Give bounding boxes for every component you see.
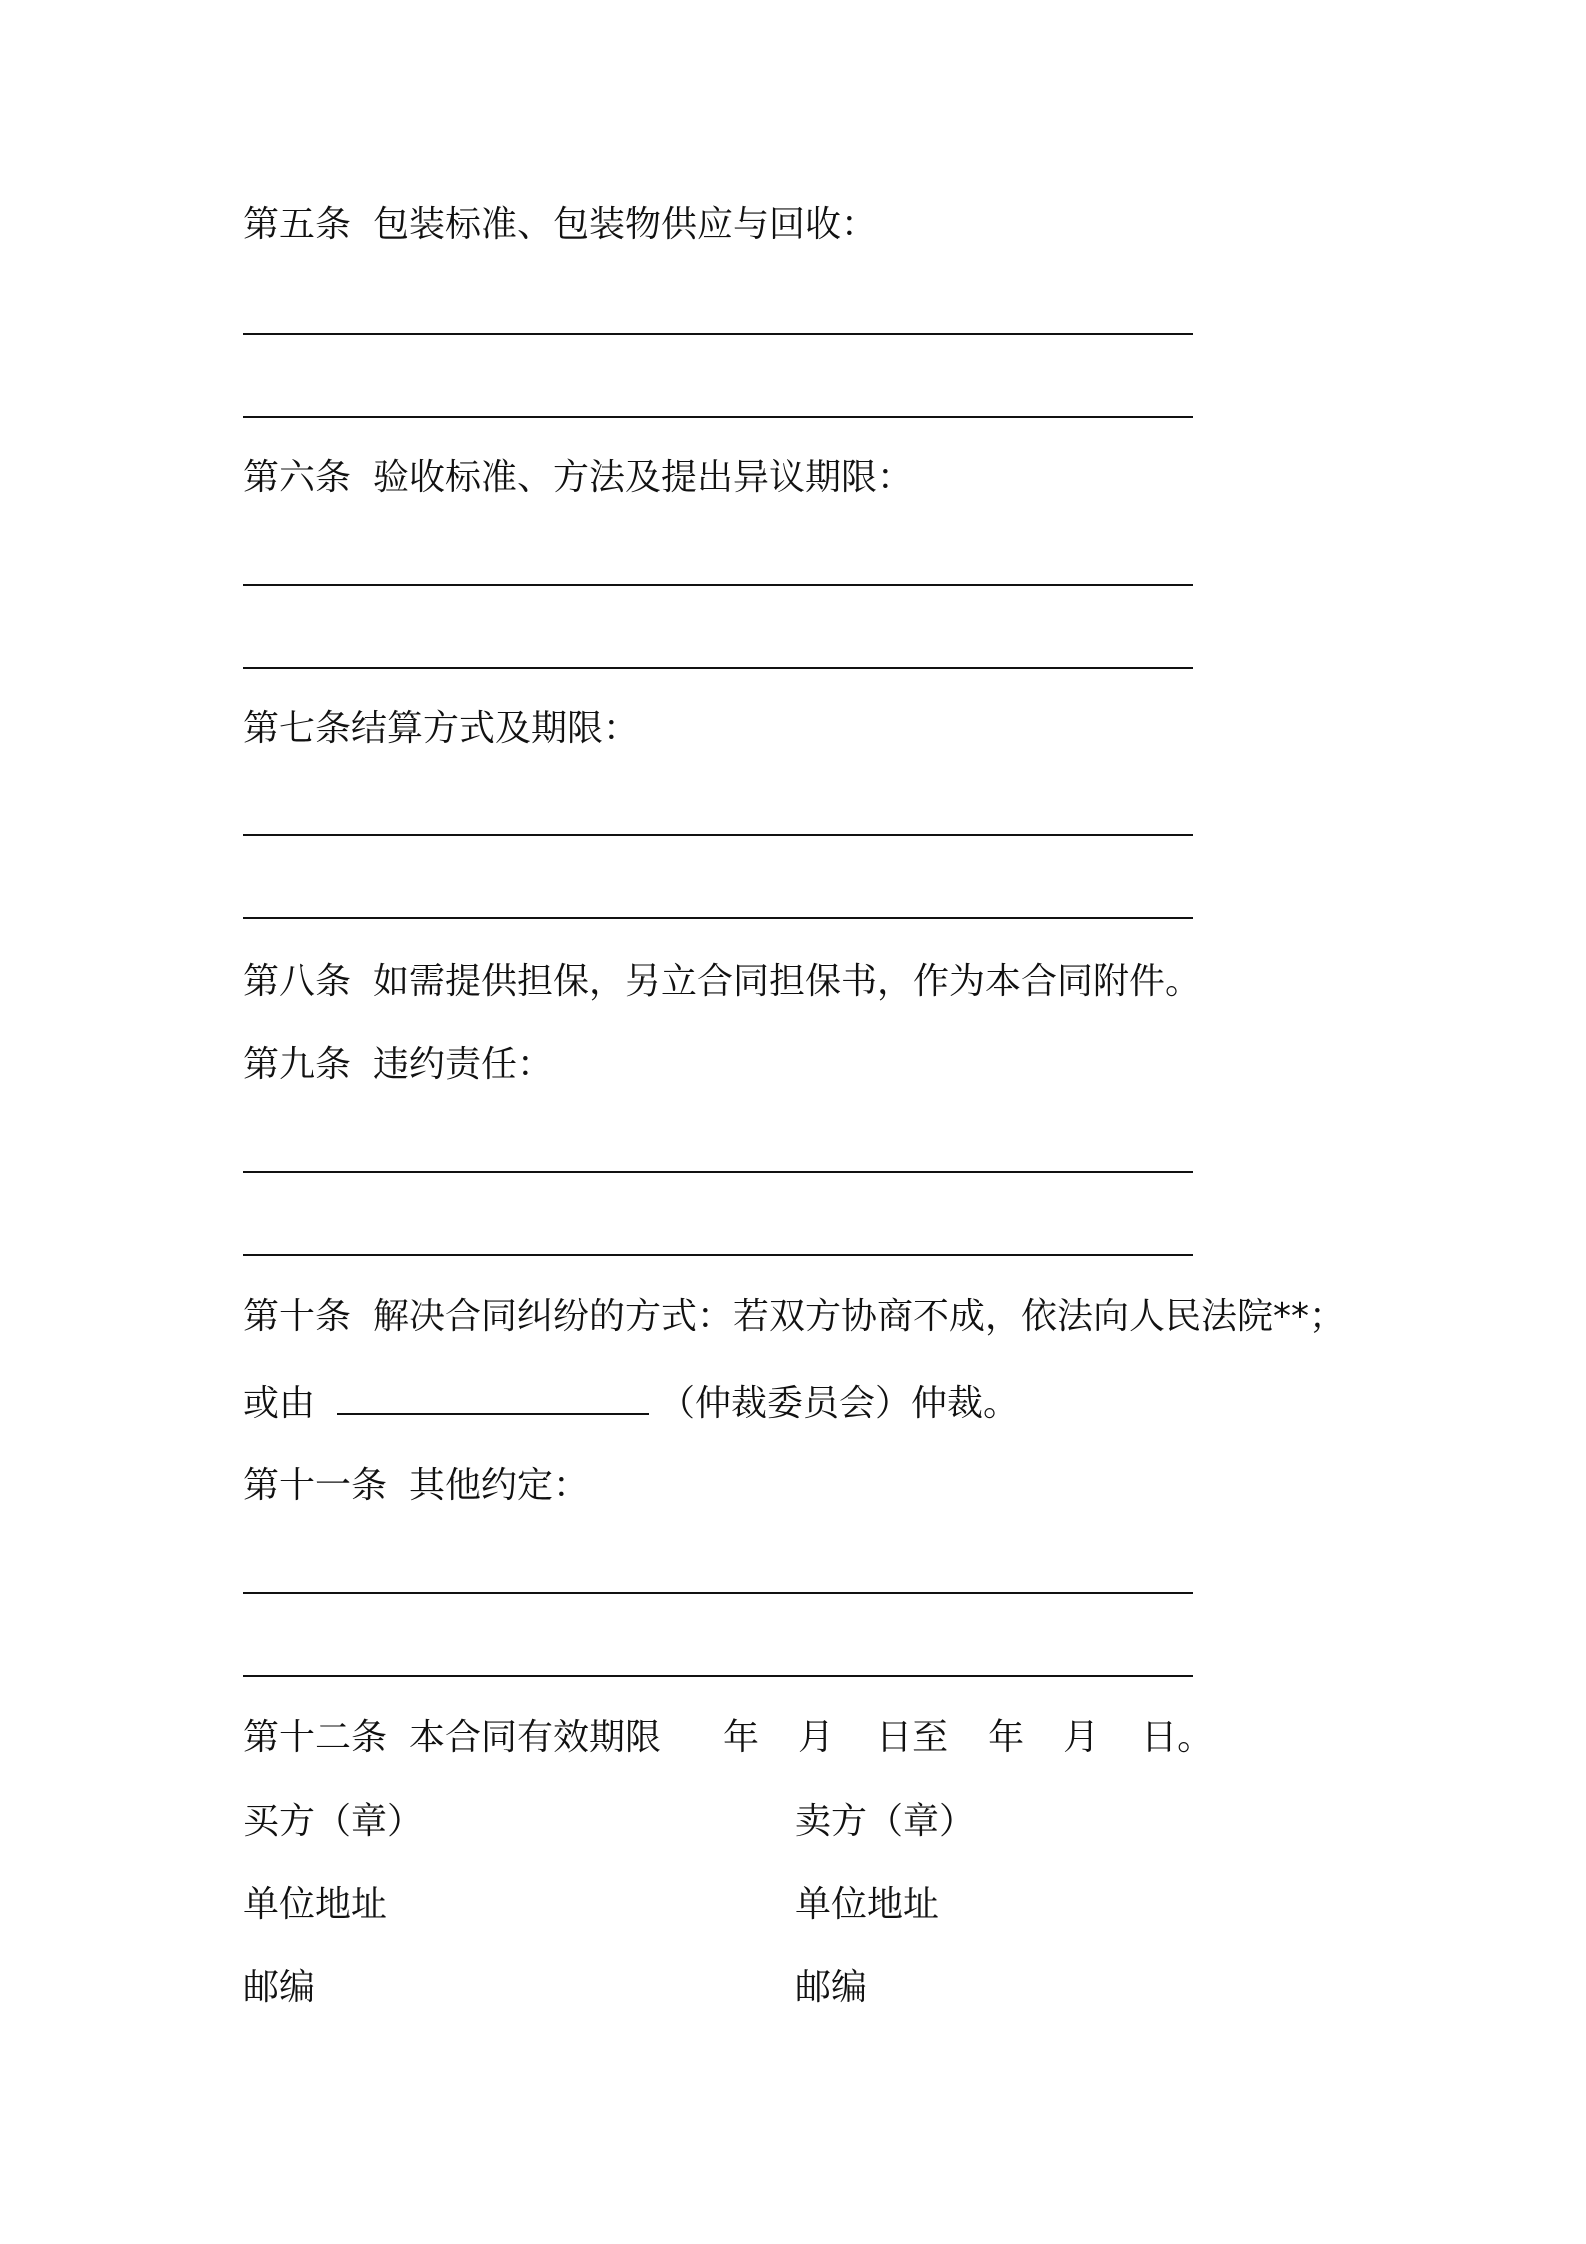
- arbitration-prefix: 或由: [243, 1383, 316, 1424]
- clause-9-text: 违约责任：: [373, 1044, 554, 1085]
- clause-9-number: 第九条: [243, 1044, 352, 1085]
- end-year-label: 年: [988, 1717, 1025, 1758]
- clause-11-number: 第十一条: [243, 1465, 388, 1506]
- clause-5-text: 包装标准、包装物供应与回收：: [373, 204, 878, 245]
- start-day-label: 日至: [876, 1717, 949, 1758]
- clause-8-text: 如需提供担保，另立合同担保书，作为本合同附件。: [373, 961, 1202, 1002]
- seller-seal-label: 卖方（章）: [795, 1801, 976, 1842]
- buyer-seal-label: 买方（章）: [243, 1801, 424, 1842]
- buyer-address-label: 单位地址: [243, 1884, 388, 1925]
- buyer-postcode-label: 邮编: [243, 1967, 316, 2008]
- clause-11-blank-line-2[interactable]: [243, 1675, 1193, 1677]
- clause-7-blank-line-1[interactable]: [243, 834, 1193, 836]
- clause-6-blank-line-1[interactable]: [243, 584, 1193, 586]
- clause-10-arbitration: [243, 1382, 1019, 1426]
- clause-6-number: 第六条: [243, 457, 352, 498]
- clause-9-blank-line-2[interactable]: [243, 1254, 1193, 1256]
- clause-10: [243, 1295, 1345, 1339]
- clause-9: [243, 1043, 553, 1087]
- clause-10-number: 第十条: [243, 1296, 352, 1337]
- clause-7-text: 第七条结算方式及期限：: [243, 708, 640, 749]
- clause-5-number: 第五条: [243, 204, 352, 245]
- clause-6: [243, 456, 913, 500]
- clause-6-text: 验收标准、方法及提出异议期限：: [373, 457, 914, 498]
- clause-8: [243, 960, 1201, 1004]
- arbitration-suffix: （仲裁委员会）仲裁。: [659, 1383, 1020, 1424]
- clause-6-blank-line-2[interactable]: [243, 667, 1193, 669]
- end-month-label: 月: [1063, 1717, 1100, 1758]
- clause-12-number: 第十二条: [243, 1717, 388, 1758]
- clause-10-text: 解决合同纠纷的方式：若双方协商不成，依法向人民法院**；: [373, 1296, 1346, 1337]
- end-day-label: 日。: [1141, 1717, 1214, 1758]
- clause-11-blank-line-1[interactable]: [243, 1592, 1193, 1594]
- arbitration-committee-blank[interactable]: [337, 1383, 649, 1415]
- clause-5: [243, 203, 877, 247]
- start-year-label: 年: [723, 1717, 760, 1758]
- clause-9-blank-line-1[interactable]: [243, 1171, 1193, 1173]
- clause-5-blank-line-1[interactable]: [243, 333, 1193, 335]
- clause-7: [243, 707, 639, 751]
- start-month-label: 月: [798, 1717, 835, 1758]
- clause-11-text: 其他约定：: [409, 1465, 590, 1506]
- clause-7-blank-line-2[interactable]: [243, 917, 1193, 919]
- clause-12: [243, 1716, 1213, 1760]
- clause-8-number: 第八条: [243, 961, 352, 1002]
- seller-postcode-label: 邮编: [795, 1967, 868, 2008]
- seller-address-label: 单位地址: [795, 1884, 940, 1925]
- clause-12-text: 本合同有效期限: [409, 1717, 662, 1758]
- clause-11: [243, 1464, 589, 1508]
- clause-5-blank-line-2[interactable]: [243, 416, 1193, 418]
